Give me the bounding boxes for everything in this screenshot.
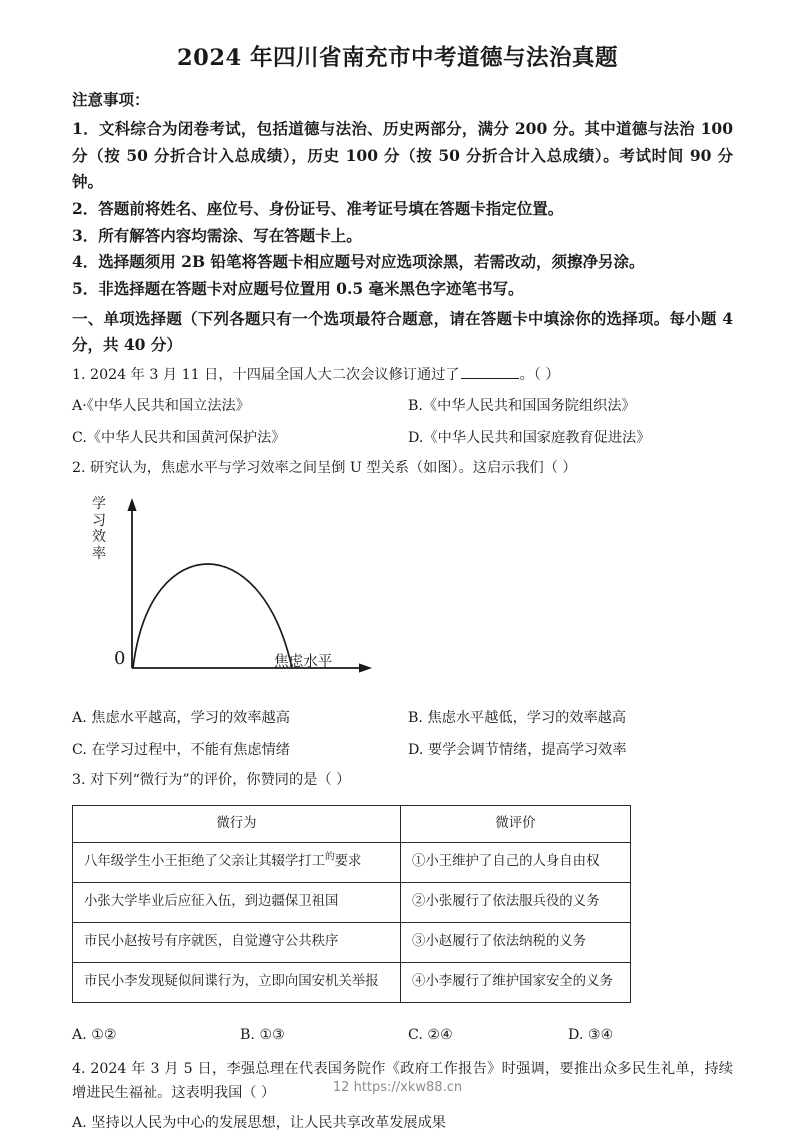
- table-header-evaluation: 微评价: [401, 805, 631, 843]
- question-1-options-row-1: [72, 394, 733, 420]
- notice-item-3: 3．所有解答内容均需涂、写在答题卡上。: [72, 225, 362, 245]
- chart-origin-label: 0: [114, 648, 126, 670]
- question-2-option-b[interactable]: B. 焦虑水平越低，学习的效率越高: [408, 710, 627, 727]
- x-axis-arrow-icon: [359, 664, 372, 673]
- question-3-option-d[interactable]: D. ③④: [568, 1026, 614, 1043]
- question-2-stem: 2. 研究认为，焦虑水平与学习效率之间呈倒 U 型关系（如图）。这启示我们（ ）: [72, 459, 577, 476]
- table-row: [73, 962, 631, 1002]
- question-1-stem-after: 。（ ）: [519, 367, 560, 384]
- table-header-behavior: 微行为: [73, 805, 401, 843]
- table-cell-behavior: [73, 843, 401, 883]
- question-3-stem: 3. 对下列“微行为”的评价，你赞同的是（ ）: [72, 772, 351, 789]
- table-cell-evaluation: ②小张履行了依法服兵役的义务: [401, 883, 631, 923]
- document-body: [0, 87, 795, 1137]
- section-heading: 一、单项选择题（下列各题只有一个选项最符合题意，请在答题卡中填涂你的选择项。每小题 4 分，共 40 分）: [72, 308, 733, 355]
- chart-x-axis-label: 焦虑水平: [274, 653, 333, 671]
- chart-svg: [80, 486, 420, 686]
- notice-item-4: 4．选择题须用 2B 铅笔将答题卡相应题号对应选项涂黑，若需改动，须擦净另涂。: [72, 252, 645, 272]
- y-axis-arrow-icon: [127, 498, 136, 511]
- table-row: [73, 923, 631, 963]
- y-label-char-4: 率: [92, 545, 106, 562]
- notice-heading: 注意事项：: [72, 90, 150, 110]
- question-2-options-row-1: [72, 706, 733, 732]
- behavior-text-post: 要求: [334, 854, 362, 870]
- question-4-option-a[interactable]: A. 坚持以人民为中心的发展思想，让人民共享改革发展成果: [72, 1115, 446, 1132]
- table-cell-evaluation: ③小赵履行了依法纳税的义务: [401, 923, 631, 963]
- chart-canvas: [80, 486, 420, 690]
- notice-item-2: 2．答题前将姓名、座位号、身份证号、准考证号填在答题卡指定位置。: [72, 198, 564, 218]
- y-label-char-1: 学: [92, 496, 106, 513]
- inverted-u-chart: [72, 486, 733, 700]
- question-3-option-c[interactable]: C. ②④: [408, 1026, 453, 1043]
- fill-blank: [461, 366, 519, 379]
- table-cell-behavior: 小张大学毕业后应征入伍，到边疆保卫祖国: [73, 883, 401, 923]
- question-2-options-row-2: [72, 738, 733, 764]
- chart-y-axis-label: [90, 496, 108, 562]
- question-1-option-c[interactable]: C.《中华人民共和国黄河保护法》: [72, 429, 286, 446]
- question-1-options-row-2: [72, 426, 733, 452]
- question-4-options-row-1: [72, 1111, 733, 1137]
- question-1-stem-before: 1. 2024 年 3 月 11 日，十四届全国人大二次会议修订通过了: [72, 367, 460, 384]
- question-2-option-d[interactable]: D. 要学会调节情绪，提高学习效率: [408, 742, 627, 759]
- question-3-options-row: [72, 1023, 733, 1049]
- question-3-option-b[interactable]: B. ①③: [240, 1026, 285, 1043]
- table-cell-evaluation: ①小王维护了自己的人身自由权: [401, 843, 631, 883]
- inverted-u-curve: [133, 564, 292, 668]
- behavior-text-sup: 的: [325, 852, 335, 863]
- micro-behavior-table: [72, 805, 631, 1003]
- table-row: [73, 843, 631, 883]
- table-cell-behavior: 市民小李发现疑似间谍行为，立即向国安机关举报: [73, 962, 401, 1002]
- y-label-char-2: 习: [92, 512, 106, 529]
- notice-item-5: 5．非选择题在答题卡对应题号位置用 0.5 毫米黑色字迹笔书写。: [72, 278, 524, 298]
- y-label-char-3: 效: [92, 529, 106, 546]
- question-1-stem: [72, 363, 733, 387]
- behavior-text-pre: 八年级学生小王拒绝了父亲让其辍学打工: [84, 854, 326, 870]
- footer-watermark: 12 https://xkw88.cn: [332, 1080, 463, 1095]
- notice-item-1: 1．文科综合为闭卷考试，包括道德与法治、历史两部分，满分 200 分。其中道德与法治 100 分（按 50 分折合计入总成绩），历史 100 分（按 50 分折合计入总成绩）。考试时间 90 分钟。: [72, 118, 733, 192]
- question-2-option-a[interactable]: A. 焦虑水平越高，学习的效率越高: [72, 710, 290, 727]
- question-2-option-c[interactable]: C. 在学习过程中，不能有焦虑情绪: [72, 742, 290, 759]
- question-4-stem: 4. 2024 年 3 月 5 日，李强总理在代表国务院作《政府工作报告》时强调，要推出众多民生礼单，持续增进民生福祉。这表明我国（ ）: [72, 1060, 733, 1101]
- question-1-option-a[interactable]: A·《中华人民共和国立法法》: [72, 397, 250, 414]
- table-header-row: [73, 805, 631, 843]
- question-1-option-d[interactable]: D.《中华人民共和国家庭教育促进法》: [408, 429, 651, 446]
- page-title: 2024 年四川省南充市中考道德与法治真题: [177, 45, 618, 71]
- question-1-option-b[interactable]: B.《中华人民共和国国务院组织法》: [408, 397, 636, 414]
- table-cell-behavior: 市民小赵按号有序就医，自觉遵守公共秩序: [73, 923, 401, 963]
- table-cell-evaluation: ④小李履行了维护国家安全的义务: [401, 962, 631, 1002]
- question-3-option-a[interactable]: A. ①②: [72, 1026, 117, 1043]
- table-row: [73, 883, 631, 923]
